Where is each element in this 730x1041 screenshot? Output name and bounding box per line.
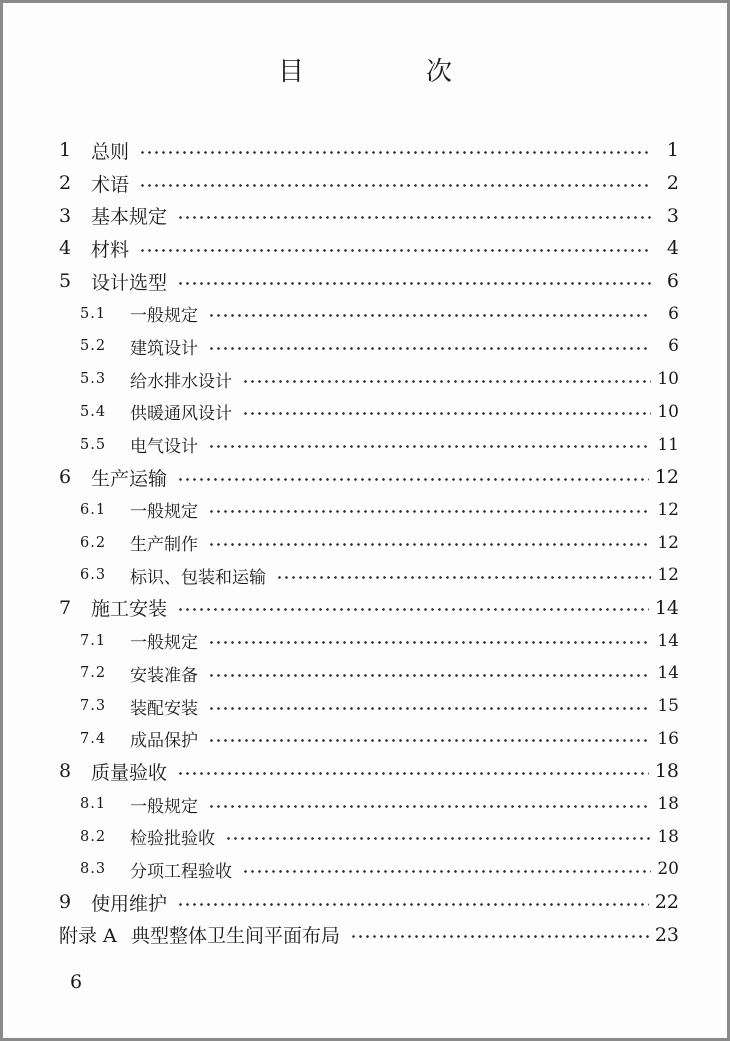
toc-entry[interactable]: [59, 199, 679, 232]
toc-entry-page: 6: [668, 303, 679, 324]
dot-leader: [208, 510, 651, 513]
toc-entry[interactable]: [59, 559, 679, 592]
toc-entry-title: 典型整体卫生间平面布局: [131, 925, 341, 948]
dot-leader: [208, 805, 651, 808]
dot-leader: [177, 478, 649, 481]
toc-entry[interactable]: [59, 134, 679, 167]
dot-leader: [208, 674, 651, 677]
toc-entry-page: 10: [657, 401, 679, 422]
dot-leader: [177, 903, 649, 906]
toc-entry-number: 8.3: [80, 861, 107, 878]
toc-entry-page: 12: [657, 565, 679, 586]
toc-entry-title: 检验批验收: [130, 829, 215, 850]
toc-entry-title: 使用维护: [91, 892, 168, 915]
toc-entry-title: 一般规定: [130, 796, 198, 817]
toc-entry-title: 建筑设计: [130, 338, 198, 359]
toc-entry[interactable]: [59, 657, 679, 690]
toc-entry-number: 5.5: [80, 436, 107, 453]
dot-leader: [242, 870, 651, 873]
toc-entry-title: 材料: [91, 238, 130, 261]
toc-entry-number: 5.2: [80, 338, 107, 355]
table-of-contents: [59, 134, 679, 951]
toc-entry[interactable]: [59, 461, 679, 494]
toc-entry-number: 9: [59, 891, 72, 914]
toc-entry[interactable]: [59, 232, 679, 265]
dot-leader: [208, 543, 651, 546]
dot-leader: [177, 216, 651, 219]
dot-leader: [242, 412, 651, 415]
toc-entry-title: 一般规定: [130, 633, 198, 654]
toc-entry-number: 7.2: [80, 665, 107, 682]
toc-entry-title: 施工安装: [91, 598, 168, 621]
toc-entry-title: 电气设计: [130, 437, 198, 458]
toc-entry[interactable]: [59, 592, 679, 625]
dot-leader: [208, 347, 651, 350]
toc-entry-page: 15: [657, 696, 679, 717]
toc-entry-number: 1: [59, 139, 72, 162]
toc-entry-number: 5: [59, 270, 72, 293]
toc-entry-number: 4: [59, 237, 72, 260]
toc-entry[interactable]: [59, 167, 679, 200]
toc-entry-page: 18: [657, 794, 679, 815]
toc-entry-page: 12: [654, 466, 679, 489]
toc-entry[interactable]: [59, 886, 679, 919]
toc-entry-title: 质量验收: [91, 761, 168, 784]
page-number: 6: [70, 971, 83, 993]
toc-entry-title: 基本规定: [91, 206, 168, 229]
toc-entry-title: 标识、包装和运输: [130, 567, 266, 588]
dot-leader: [208, 445, 651, 448]
toc-entry[interactable]: [59, 330, 679, 363]
toc-entry[interactable]: [59, 722, 679, 755]
dot-leader: [208, 314, 651, 317]
dot-leader: [177, 608, 649, 611]
toc-entry-number: 7.3: [80, 698, 107, 715]
toc-entry-page: 14: [657, 663, 679, 684]
dot-leader: [177, 772, 649, 775]
dot-leader: [139, 184, 651, 187]
toc-entry-title: 一般规定: [130, 306, 198, 327]
toc-entry-title: 安装准备: [130, 665, 198, 686]
toc-entry-number: 7: [59, 596, 72, 619]
toc-entry[interactable]: [59, 853, 679, 886]
toc-entry-page: 23: [654, 923, 679, 946]
dot-leader: [208, 641, 651, 644]
toc-entry-page: 3: [666, 204, 679, 227]
toc-entry-title: 成品保护: [130, 731, 198, 752]
toc-entry-number: 5.3: [80, 371, 107, 388]
toc-entry-page: 2: [666, 172, 679, 195]
toc-entry-title: 供暖通风设计: [130, 404, 232, 425]
toc-entry[interactable]: [59, 755, 679, 788]
toc-entry[interactable]: [59, 265, 679, 298]
toc-entry-number: 6.2: [80, 534, 107, 551]
toc-entry-number: 5.4: [80, 403, 107, 420]
toc-entry-page: 18: [657, 826, 679, 847]
toc-entry[interactable]: [59, 526, 679, 559]
dot-leader: [139, 151, 651, 154]
toc-entry-page: 16: [657, 728, 679, 749]
toc-entry-number: 8.2: [80, 828, 107, 845]
toc-entry-title: 一般规定: [130, 502, 198, 523]
toc-entry-page: 1: [666, 139, 679, 162]
toc-entry-page: 6: [668, 336, 679, 357]
toc-entry-page: 22: [654, 891, 679, 914]
toc-entry[interactable]: [59, 297, 679, 330]
toc-entry-title: 分项工程验收: [130, 861, 232, 882]
toc-entry-number: 8: [59, 760, 72, 783]
dot-leader: [139, 249, 651, 252]
toc-entry-title: 给水排水设计: [130, 371, 232, 392]
dot-leader: [276, 576, 651, 579]
toc-entry-page: 10: [657, 369, 679, 390]
page-title: 目 次: [277, 57, 500, 87]
toc-entry-page: 4: [666, 237, 679, 260]
toc-entry[interactable]: [59, 624, 679, 657]
toc-entry-number: 6: [59, 466, 72, 489]
toc-entry[interactable]: [59, 428, 679, 461]
dot-leader: [208, 739, 651, 742]
toc-entry-page: 12: [657, 499, 679, 520]
toc-entry-number: 6.3: [80, 567, 107, 584]
toc-entry-number: 5.1: [80, 305, 107, 322]
dot-leader: [208, 707, 651, 710]
toc-entry-number: 2: [59, 172, 72, 195]
toc-entry[interactable]: [59, 788, 679, 821]
toc-entry-page: 12: [657, 532, 679, 553]
toc-entry[interactable]: [59, 363, 679, 396]
toc-entry-page: 14: [654, 596, 679, 619]
toc-entry[interactable]: [59, 919, 679, 952]
dot-leader: [350, 935, 649, 938]
toc-entry[interactable]: [59, 494, 679, 527]
dot-leader: [242, 380, 651, 383]
toc-entry-title: 总则: [91, 140, 130, 163]
dot-leader: [177, 282, 651, 285]
toc-entry-title: 术语: [91, 173, 130, 196]
toc-entry-title: 生产运输: [91, 467, 168, 490]
toc-entry[interactable]: [59, 820, 679, 853]
toc-entry-number: 7.4: [80, 730, 107, 747]
toc-entry-page: 14: [657, 630, 679, 651]
toc-entry-number: 6.1: [80, 501, 107, 518]
toc-entry-title: 装配安装: [130, 698, 198, 719]
toc-entry-title: 生产制作: [130, 535, 198, 556]
dot-leader: [225, 837, 651, 840]
toc-entry-page: 11: [657, 434, 679, 455]
toc-entry-number: 附录 A: [59, 925, 117, 948]
toc-entry-number: 7.1: [80, 632, 107, 649]
toc-entry-page: 6: [666, 270, 679, 293]
toc-entry-number: 8.1: [80, 796, 107, 813]
toc-entry-title: 设计选型: [91, 271, 168, 294]
toc-entry-page: 20: [657, 859, 679, 880]
toc-entry[interactable]: [59, 396, 679, 429]
toc-entry-page: 18: [654, 760, 679, 783]
toc-entry[interactable]: [59, 690, 679, 723]
toc-entry-number: 3: [59, 204, 72, 227]
